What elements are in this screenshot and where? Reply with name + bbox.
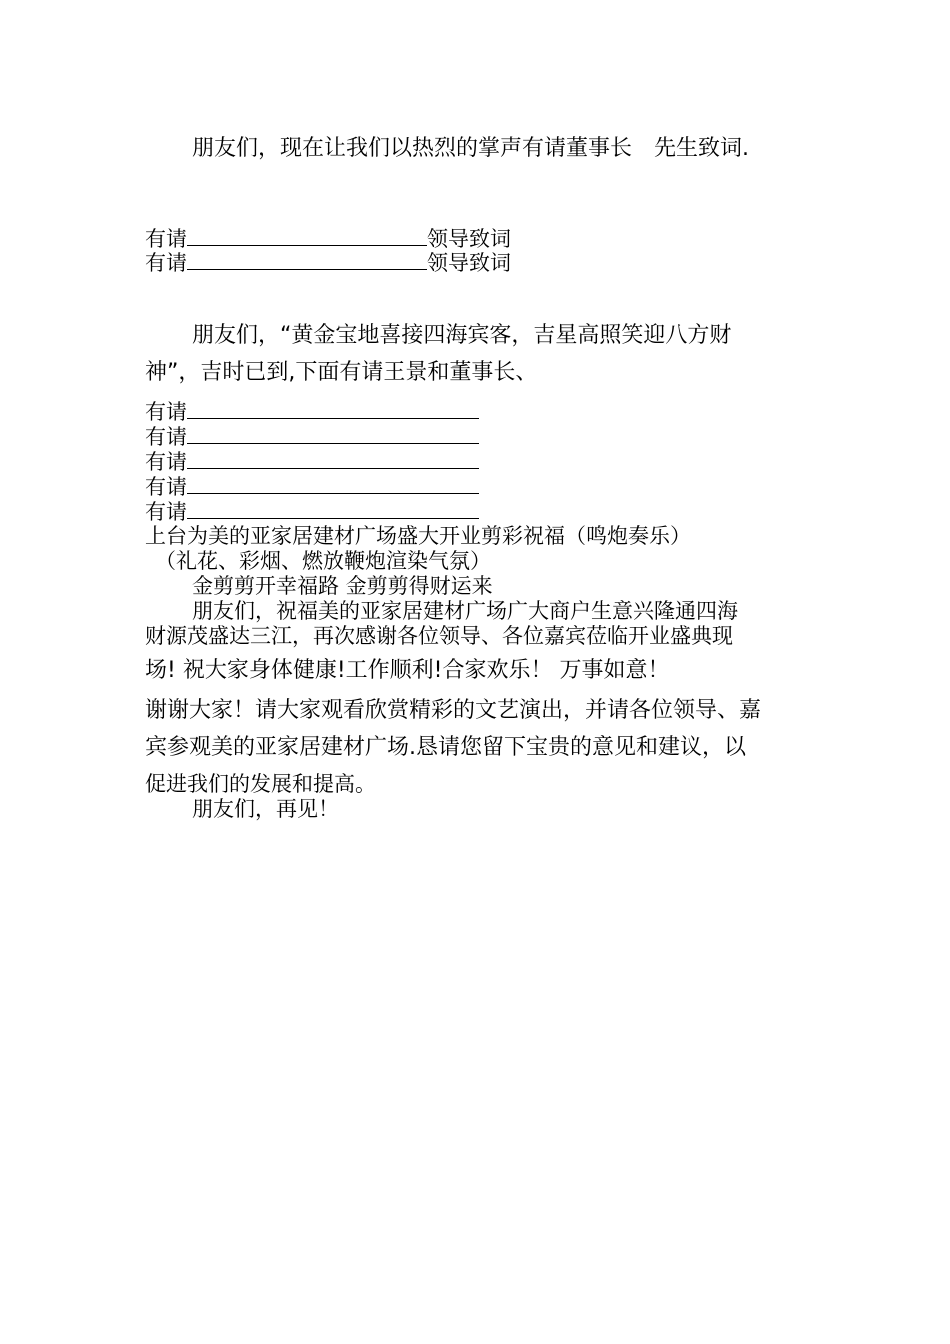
- name-blank: [187, 499, 479, 519]
- name-blank: [187, 474, 479, 494]
- name-blank: [187, 449, 479, 469]
- invite-guest-line-3: [145, 449, 479, 475]
- name-blank: [187, 424, 479, 444]
- golden-scissors-line: 金剪剪开幸福路 金剪剪得财运来: [192, 574, 493, 598]
- blessing-paragraph-line-2: 神”，吉时已到,下面有请王景和董事长、: [145, 360, 538, 385]
- invite-leader-line-2: [145, 250, 511, 276]
- closing-paragraph-line-5: 宾参观美的亚家居建材广场.恳请您留下宝贵的意见和建议，以: [145, 735, 746, 760]
- atmosphere-line: （礼花、彩烟、燃放鞭炮渲染气氛）: [155, 549, 491, 573]
- closing-paragraph-line-2: 财源茂盛达三江，再次感谢各位领导、各位嘉宾莅临开业盛典现: [145, 624, 733, 648]
- invite-guest-line-5: [145, 499, 479, 525]
- invite-prefix: 有请: [145, 227, 187, 251]
- invite-prefix: 有请: [145, 450, 187, 474]
- leader-speech-label: 领导致词: [427, 251, 511, 275]
- farewell-line: 朋友们，再见！: [192, 797, 339, 821]
- invite-prefix: 有请: [145, 475, 187, 499]
- invite-guest-line-2: [145, 424, 479, 450]
- closing-paragraph-line-6: 促进我们的发展和提高。: [145, 772, 376, 796]
- invite-prefix: 有请: [145, 251, 187, 275]
- name-blank: [187, 250, 427, 270]
- closing-paragraph-line-1: 朋友们，祝福美的亚家居建材广场广大商户生意兴隆通四海: [192, 599, 738, 623]
- invite-prefix: 有请: [145, 500, 187, 524]
- name-blank: [187, 226, 427, 246]
- intro-paragraph: 朋友们，现在让我们以热烈的掌声有请董事长 先生致词.: [192, 136, 749, 161]
- invite-guest-line-1: [145, 399, 479, 425]
- invite-prefix: 有请: [145, 400, 187, 424]
- invite-guest-line-4: [145, 474, 479, 500]
- ribbon-cutting-line: 上台为美的亚家居建材广场盛大开业剪彩祝福（鸣炮奏乐）: [145, 524, 691, 548]
- name-blank: [187, 399, 479, 419]
- leader-speech-label: 领导致词: [427, 227, 511, 251]
- closing-paragraph-line-4: 谢谢大家！请大家观看欣赏精彩的文艺演出，并请各位领导、嘉: [145, 698, 762, 723]
- invite-prefix: 有请: [145, 425, 187, 449]
- closing-paragraph-line-3: 场! 祝大家身体健康!工作顺利!合家欢乐！ 万事如意！: [145, 658, 670, 683]
- blessing-paragraph-line-1: 朋友们，“黄金宝地喜接四海宾客，吉星高照笑迎八方财: [192, 323, 732, 348]
- invite-leader-line-1: [145, 226, 511, 252]
